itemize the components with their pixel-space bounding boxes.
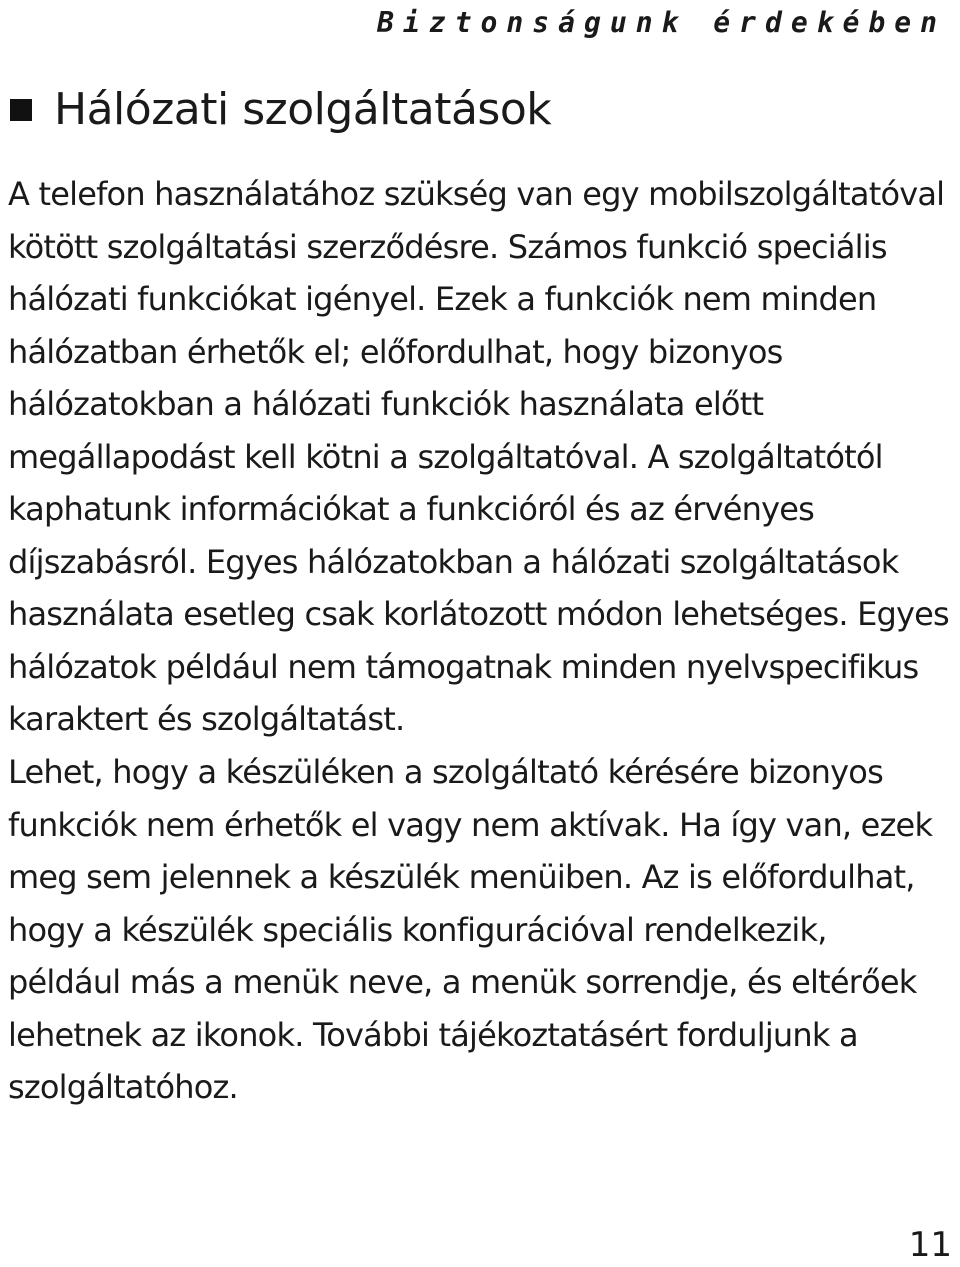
paragraph-line: kaphatunk információkat a funkcióról és az érvényes	[8, 490, 814, 528]
paragraph-line: például más a menük neve, a menük sorrendje, és eltérőek	[8, 963, 917, 1001]
running-header: Biztonságunk érdekében	[377, 6, 946, 39]
paragraph-line: funkciók nem érhetők el vagy nem aktívak. Ha így van, ezek	[8, 805, 933, 844]
paragraph-line: hálózatban érhetők el; előfordulhat, hogy bizonyos	[8, 332, 783, 371]
paragraph-line: karaktert és szolgáltatást.	[8, 700, 405, 738]
section-title: Hálózati szolgáltatások	[54, 84, 552, 135]
paragraph-line: hálózatok például nem támogatnak minden nyelvspecifikus	[8, 647, 919, 686]
paragraph-line: Lehet, hogy a készüléken a szolgáltató kérésére bizonyos	[8, 753, 883, 791]
paragraph-line: A telefon használatához szükség van egy mobilszolgáltatóval	[8, 175, 945, 213]
paragraph-line: hálózati funkciókat igényel. Ezek a funkciók nem minden	[8, 280, 877, 318]
paragraph-line: szolgáltatóhoz.	[8, 1068, 238, 1106]
paragraph-line: hálózatokban a hálózati funkciók használata előtt	[8, 385, 764, 423]
paragraph-line: díjszabásról. Egyes hálózatokban a hálózati szolgáltatások	[8, 542, 899, 581]
paragraph-2	[8, 746, 950, 1114]
paragraph-1	[8, 168, 950, 746]
paragraph-line: kötött szolgáltatási szerződésre. Számos funkció speciális	[8, 227, 887, 266]
paragraph-line: meg sem jelennek a készülék menüiben. Az is előfordulhat,	[8, 858, 915, 896]
paragraph-line: használata esetleg csak korlátozott módon lehetséges. Egyes	[8, 595, 949, 633]
paragraph-line: hogy a készülék speciális konfigurációval rendelkezik,	[8, 910, 827, 949]
section-heading	[10, 84, 551, 135]
square-bullet-icon	[10, 99, 32, 121]
page-number: 11	[908, 1225, 952, 1265]
paragraph-line: megállapodást kell kötni a szolgáltatóval. A szolgáltatótól	[8, 437, 883, 476]
paragraph-line: lehetnek az ikonok. További tájékoztatásért forduljunk a	[8, 1015, 858, 1054]
